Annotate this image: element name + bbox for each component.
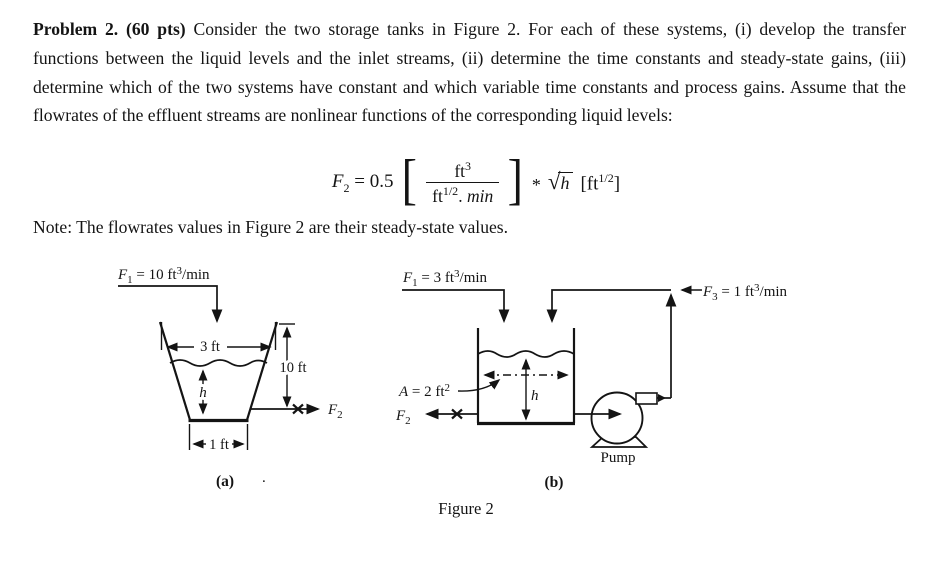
tank-a-wall-right bbox=[247, 322, 277, 420]
figure-caption: Figure 2 bbox=[438, 499, 494, 518]
radicand: h bbox=[558, 172, 573, 195]
problem-statement bbox=[33, 15, 906, 130]
figure-2 bbox=[0, 250, 938, 528]
tank-a-level-label: h bbox=[199, 385, 207, 401]
tank-a-inlet-pipe bbox=[118, 286, 217, 321]
pump-label: Pump bbox=[600, 450, 636, 466]
tank-b-caption: (b) bbox=[544, 474, 564, 491]
tank-b-water-surface bbox=[478, 351, 574, 357]
equation-fraction bbox=[426, 160, 499, 206]
tank-a-top-width-label: 3 ft bbox=[200, 339, 220, 355]
tank-a-inlet-label: $F_1 = 10$ $ft^3/\min$ bbox=[118, 265, 210, 286]
fraction-denominator: $ft^{1/2}$. min bbox=[426, 182, 499, 206]
tank-a-wall-left bbox=[160, 322, 190, 420]
fraction-numerator: $ft^3$ bbox=[454, 159, 472, 181]
right-bracket: ] bbox=[507, 149, 524, 211]
tank-a-outlet-label: $F_2$ bbox=[328, 402, 343, 421]
tank-b-area-label: A = 2 $ft^2$ bbox=[399, 382, 451, 400]
left-bracket: [ bbox=[402, 149, 418, 211]
equation-variable: F bbox=[331, 170, 344, 192]
tank-b-outlet-label: $F_2$ bbox=[396, 408, 411, 427]
pump-discharge-nozzle bbox=[636, 393, 657, 404]
pump-discharge-arrow bbox=[658, 394, 666, 402]
recycle-label: $F_3 = 1$ $ft^3/\min$ bbox=[703, 282, 788, 303]
pump-body-icon bbox=[592, 393, 643, 444]
note-line: Note: The flowrates values in Figure 2 are their steady-state values. bbox=[33, 217, 509, 237]
tank-a-bottom-width-label: 1 ft bbox=[209, 437, 229, 453]
radical-sign: √ bbox=[547, 168, 561, 194]
equation-lhs bbox=[332, 171, 394, 196]
unit-term: $[ft^{1/2}]$ bbox=[580, 170, 621, 195]
equation bbox=[0, 150, 938, 216]
tank-b-diagram bbox=[395, 268, 788, 491]
tank-a-caption: (a) bbox=[215, 473, 235, 490]
multiplication-star: * bbox=[531, 174, 541, 195]
stray-mark: . bbox=[262, 470, 266, 486]
tank-a-height-label: 10 ft bbox=[279, 360, 307, 376]
tank-a-diagram bbox=[117, 265, 343, 490]
equation-coefficient: = 0.5 bbox=[354, 170, 394, 192]
tank-b-recycle-pipe bbox=[552, 290, 671, 321]
tank-b-inlet-pipe bbox=[402, 290, 504, 321]
equation-variable-sub: 2 bbox=[343, 180, 350, 195]
problem-title: Problem 2. (60 pts) bbox=[33, 19, 186, 39]
tank-b-inlet-label: $F_1 = 3$ $ft^3/\min$ bbox=[403, 268, 488, 289]
tank-a-water-surface bbox=[170, 360, 267, 366]
tank-b-level-label: h bbox=[531, 388, 539, 404]
problem-body: Consider the two storage tanks in Figure 2. For each of these systems, (i) develop the transfer functions between the liquid levels and the inlet streams, (ii) determine the time constants and steady-state gains, (iii) determine which of the two systems have constant and which variable time constants and process gains. Assume that the flowrates of the effluent streams are nonlinear functions of the corresponding liquid levels: bbox=[33, 19, 906, 126]
sqrt-term bbox=[547, 168, 574, 195]
